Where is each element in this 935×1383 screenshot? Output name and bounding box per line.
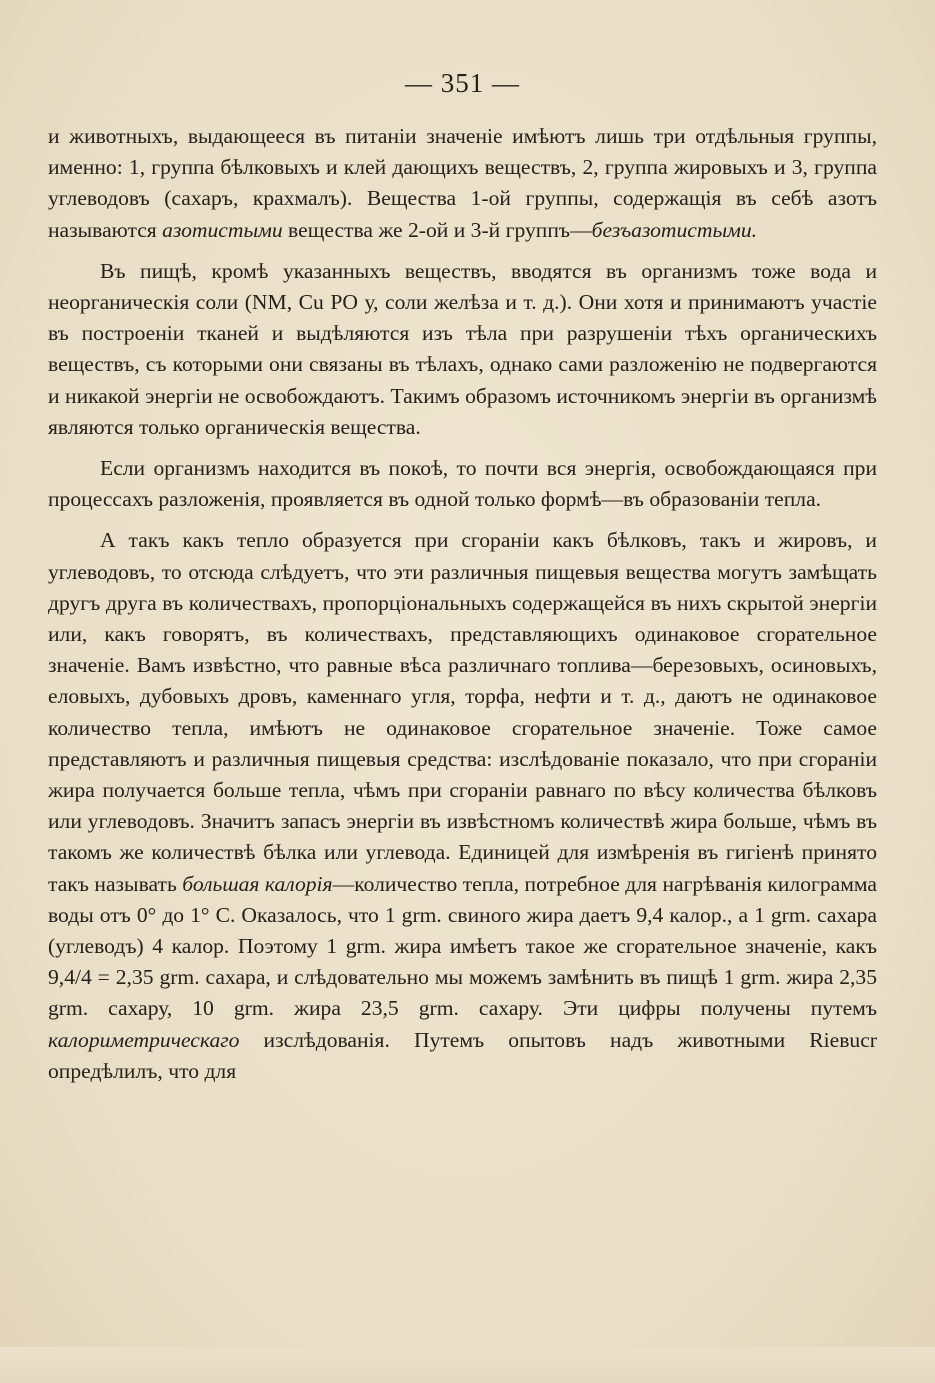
body-text xyxy=(48,121,877,1087)
text-run: А такъ какъ тепло образуется при сгораніи какъ бѣлковъ, такъ и жировъ, и углеводовъ, то отсюда слѣдуетъ, что эти различныя пищевыя вещества могутъ замѣщать другъ друга въ количествахъ, пропорціональныхъ содержащейся въ нихъ скрытой энергіи или, какъ говорятъ, въ количествахъ, представляющихъ одинаковое сгорательное значеніе. Вамъ извѣстно, что равные вѣса различнаго топлива—березовыхъ, осиновыхъ, еловыхъ, дубовыхъ дровъ, каменнаго угля, торфа, нефти и т. д., даютъ не одинаковое количество тепла, имѣютъ не одинаковое сгорательное значеніе. Тоже самое представляютъ и различныя пищевыя средства: изслѣдованіе показало, что при сгораніи жира получается больше тепла, чѣмъ при сгораніи равнаго по вѣсу количества бѣлковъ или углеводовъ. Значитъ запасъ энергіи въ извѣстномъ количествѣ жира больше, чѣмъ въ такомъ же количествѣ бѣлка или углевода. Единицей для измѣренія въ гигіенѣ принято такъ называть xyxy=(48,528,877,896)
paragraph xyxy=(48,256,877,443)
text-run: Въ пищѣ, кромѣ указанныхъ веществъ, вводятся въ организмъ тоже вода и неорганическія соли (NM, Cu PO у, соли желѣза и т. д.). Они хотя и принимаютъ участіе въ построеніи тканей и выдѣляются изъ тѣла при разрушеніи тѣхъ органическихъ веществъ, съ которыми они связаны въ тѣлахъ, однако сами разложенію не подвергаются и никакой энергіи не освобождаютъ. Такимъ образомъ источникомъ энергіи въ организмѣ являются только органическія вещества. xyxy=(48,258,877,439)
text-run: вещества же 2-ой и 3-й группъ— xyxy=(282,217,592,242)
italic-term: калориметрическаго xyxy=(48,1027,240,1052)
text-run: —количество тепла, потребное для нагрѣванія килограмма воды отъ 0° до 1° С. Оказалось, что 1 grm. свиного жира даетъ 9,4 калор., а 1 grm. сахара (углеводъ) 4 калор. Поэтому 1 grm. жира имѣетъ такое же сгорательное значеніе, какъ 9,4/4 = 2,35 grm. сахара, и слѣдовательно мы можемъ замѣнить въ пищѣ 1 grm. жира 2,35 grm. сахару, 10 grm. жира 23,5 grm. сахару. Эти цифры получены путемъ xyxy=(48,871,878,1021)
paragraph xyxy=(48,525,877,1087)
paragraph xyxy=(48,121,877,246)
italic-term: безъазотистыми. xyxy=(591,217,758,242)
text-run: Если организмъ находится въ покоѣ, то почти вся энергія, освобождающаяся при процессахъ разложенія, проявляется въ одной только формѣ—въ образованіи тепла. xyxy=(48,456,877,512)
italic-term: азотистыми xyxy=(162,217,283,242)
paragraph xyxy=(48,453,877,515)
page-bottom-margin xyxy=(0,1347,935,1383)
page-number: — 351 — xyxy=(405,68,520,98)
italic-term: большая калорія xyxy=(182,871,333,896)
text-run: изслѣдованія. Путемъ опытовъ надъ животными Rieвucr опредѣлилъ, что для xyxy=(48,1027,877,1083)
text-run: и животныхъ, выдающееся въ питаніи значеніе имѣютъ лишь три отдѣльныя группы, именно: 1, группа бѣлковыхъ и клей дающихъ веществъ, 2, группа жировыхъ и 3, группа углеводовъ (сахаръ, крахмалъ). Вещества 1-ой группы, содержащія въ себѣ азотъ называются xyxy=(48,124,877,242)
